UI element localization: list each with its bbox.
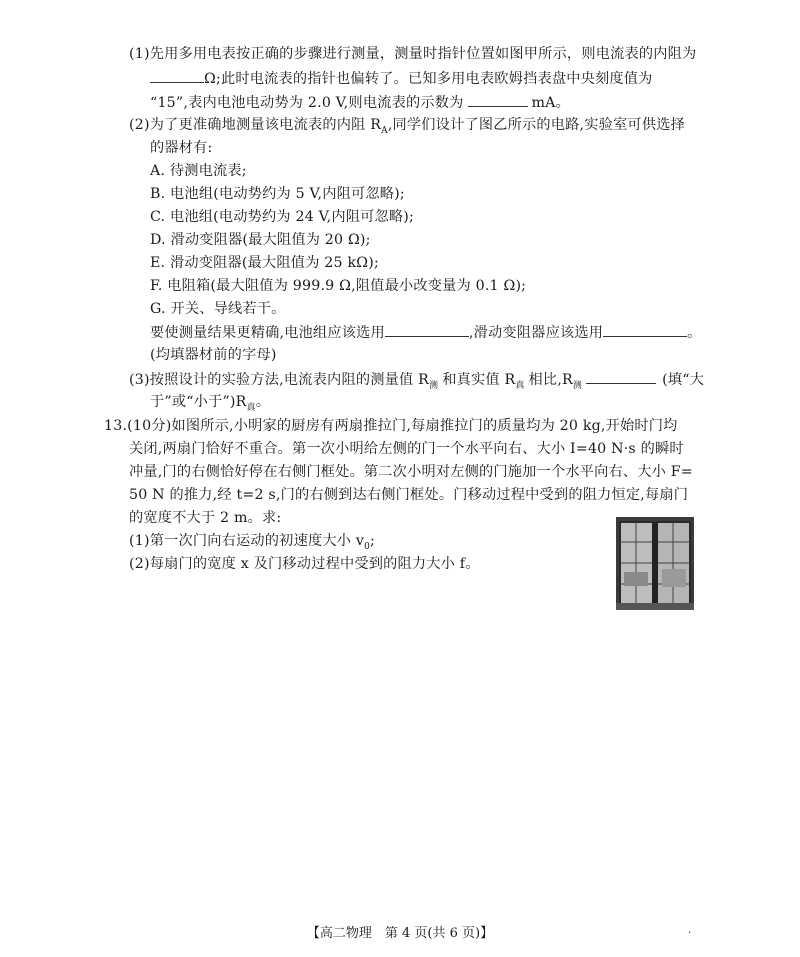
subscript: 真	[515, 380, 525, 391]
q12-part1-line3-text: “15”,表内电池电动势为 2.0 V,则电流表的示数为	[150, 95, 464, 111]
q13-line5: 的宽度不大于 2 m。求:	[129, 510, 282, 526]
q12-part2-line2: 的器材有:	[150, 140, 213, 156]
page-mark: ·	[688, 928, 692, 939]
answer-blank	[603, 322, 687, 337]
q13-sub1	[129, 531, 375, 557]
sliding-door-photo	[616, 517, 694, 610]
q12-part1-line3-unit: mA。	[531, 95, 571, 111]
q12-part2-fill-text-a: 要使测量结果更精确,电池组应该选用	[150, 325, 385, 341]
q13-sub1-end: ;	[370, 533, 375, 549]
q13-sub1-text: (1)第一次门向右运动的初速度大小 v	[129, 533, 365, 549]
option-e: E. 滑动变阻器(最大阻值为 25 kΩ);	[150, 255, 379, 271]
subscript: 0	[364, 541, 370, 552]
q12-part1-line1: (1)先用多用电表按正确的步骤进行测量，测量时指针位置如图甲所示，则电流表的内阻为	[129, 46, 697, 62]
q12-part3-line2-text: 于”或“小于”)R	[150, 394, 247, 410]
q13-line3: 冲量,门的右侧恰好停在右侧门框处。第二次小明对左侧的门施加一个水平向右、大小 F=	[129, 464, 693, 480]
answer-blank	[150, 68, 204, 83]
q12-part3-text-c: 相比,R	[528, 372, 573, 388]
q12-part2-line1-text-b: ,同学们设计了图乙所示的电路,实验室可供选择	[387, 117, 685, 133]
answer-blank	[385, 322, 469, 337]
option-a: A. 待测电流表;	[150, 163, 247, 179]
q12-part3-line2-end: 。	[255, 394, 271, 410]
page-footer: 【高二物理 第 4 页(共 6 页)】	[306, 926, 494, 941]
option-f: F. 电阻箱(最大阻值为 999.9 Ω,阻值最小改变量为 0.1 Ω);	[150, 278, 527, 294]
answer-blank	[468, 92, 528, 107]
q12-part1-line2-text: Ω;此时电流表的指针也偏转了。已知多用电表欧姆挡表盘中央刻度值为	[204, 71, 653, 87]
subscript: 测	[428, 380, 439, 391]
q12-part2-fill-line	[150, 322, 702, 343]
q13-line1: 13.(10分)如图所示,小明家的厨房有两扇推拉门,每扇推拉门的质量均为 20 kg,开始时门均	[104, 418, 678, 434]
q12-part1-line2	[150, 68, 653, 89]
answer-blank	[586, 369, 656, 384]
q12-part1-line3	[150, 92, 570, 113]
q12-part2-line1-text: (2)为了更准确地测量该电流表的内阻 R	[129, 117, 382, 133]
subscript: 测	[572, 380, 583, 391]
q12-part2-line1	[129, 115, 685, 141]
q13-line4: 50 N 的推力,经 t=2 s,门的右侧到达右侧门框处。门移动过程中受到的阻力恒定,每扇门	[129, 487, 689, 503]
option-d: D. 滑动变阻器(最大阻值为 20 Ω);	[150, 232, 371, 248]
q13-sub2: (2)每扇门的宽度 x 及门移动过程中受到的阻力大小 f。	[129, 556, 480, 572]
option-g: G. 开关、导线若干。	[150, 301, 286, 317]
q12-part3-text-b: 和真实值 R	[442, 372, 516, 388]
option-b: B. 电池组(电动势约为 5 V,内阻可忽略);	[150, 186, 405, 202]
subscript: A	[381, 125, 388, 136]
q12-part3-text-d: (填“大	[662, 372, 705, 388]
q13-line2: 关闭,两扇门恰好不重合。第一次小明给左侧的门一个水平向右、大小 I=40 N·s 的瞬时	[129, 441, 684, 457]
subscript: 真	[246, 402, 256, 413]
q12-part2-fill-text-c: 。	[687, 325, 702, 341]
option-c: C. 电池组(电动势约为 24 V,内阻可忽略);	[150, 209, 415, 225]
q12-part2-note: (均填器材前的字母)	[150, 347, 277, 363]
q12-part3-line2	[150, 392, 270, 418]
q12-part3-text-a: (3)按照设计的实验方法,电流表内阻的测量值 R	[129, 372, 429, 388]
q12-part2-fill-text-b: ,滑动变阻器应该选用	[468, 325, 604, 341]
